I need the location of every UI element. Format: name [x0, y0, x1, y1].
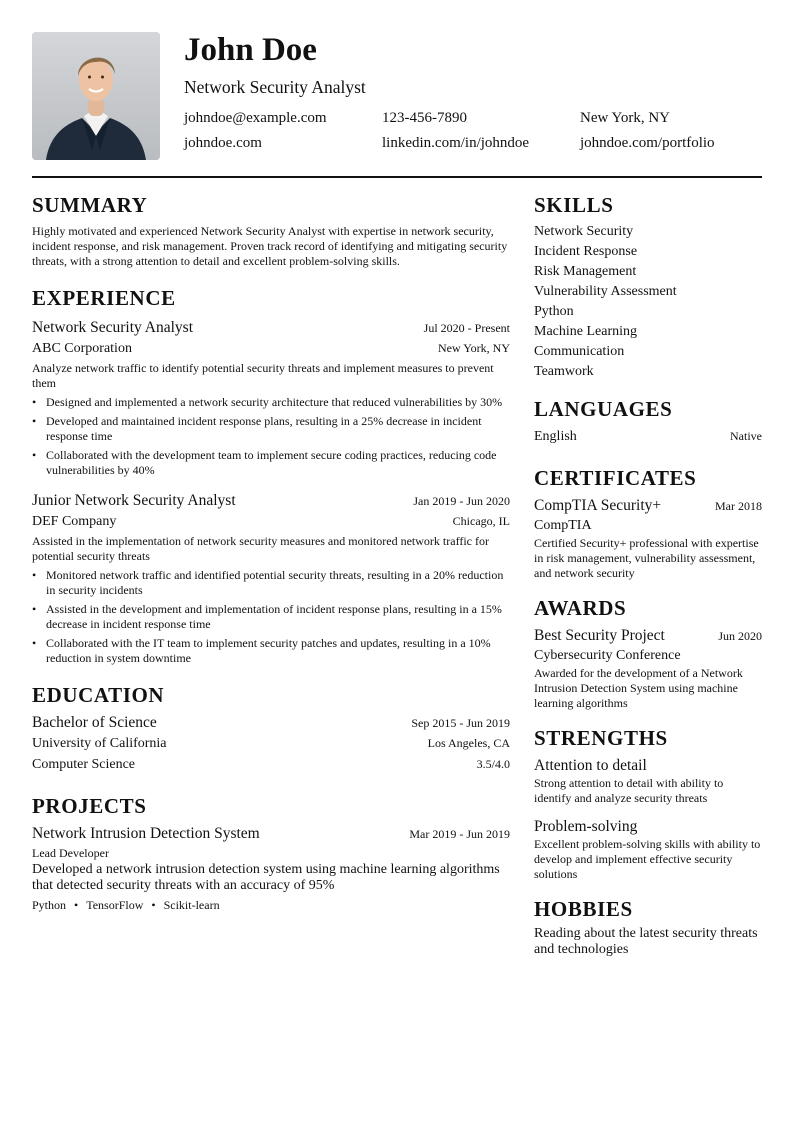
education-degree: Bachelor of Science [32, 714, 157, 731]
award-description: Awarded for the development of a Network Intrusion Detection System using machine learning algorithms [534, 666, 743, 710]
award-entry [534, 625, 762, 711]
job-bullet-text: Monitored network traffic and identified potential security threats, resulting in a 20% reduction in security incidents [46, 568, 504, 597]
skill-item: Incident Response [534, 244, 638, 259]
job-dates: Jan 2019 - Jun 2020 [413, 494, 510, 508]
certificate-entry [534, 495, 762, 581]
job-bullet [32, 414, 510, 444]
project-dates: Mar 2019 - Jun 2019 [409, 827, 510, 841]
job-location: New York, NY [437, 341, 510, 355]
contact-phone[interactable]: 123-456-7890 [382, 110, 467, 126]
award-name: Best Security Project [534, 627, 665, 644]
skill-item: Teamwork [534, 364, 594, 379]
strength-name: Problem-solving [534, 818, 638, 835]
job-bullet [32, 448, 510, 478]
language-level: Native [730, 429, 762, 443]
job-entry [32, 490, 510, 666]
summary-text: Highly motivated and experienced Network Security Analyst with expertise in network security, incident response, and risk management. Proven track record of identifying and mitigating security threats, with a strong attention to detail and excellent problem-solving skills. [32, 224, 508, 268]
job-title: Junior Network Security Analyst [32, 492, 236, 509]
job-bullet-text: Collaborated with the IT team to implement security patches and updates, resulting in a 10% reduction in system downtime [46, 636, 491, 665]
languages-heading: LANGUAGES [534, 397, 673, 421]
hobbies-heading: HOBBIES [534, 897, 633, 921]
award-date: Jun 2020 [718, 629, 762, 643]
education-location: Los Angeles, CA [427, 736, 510, 750]
candidate-title: Network Security Analyst [184, 77, 366, 97]
skill-item: Python [534, 304, 574, 319]
projects-section [32, 793, 510, 913]
bullet-icon: • [32, 568, 37, 582]
strength-description: Strong attention to detail with ability to identify and analyze security threats [534, 776, 724, 805]
strength-description: Excellent problem-solving skills with ability to develop and implement effective security solutions [534, 837, 761, 881]
job-bullets [32, 568, 510, 666]
skills-section [534, 192, 762, 382]
job-title: Network Security Analyst [32, 319, 194, 336]
skill-item: Risk Management [534, 264, 637, 279]
project-description: Developed a network intrusion detection system using machine learning algorithms that detected security threats with an accuracy of 95% [32, 862, 500, 893]
bullet-icon: • [32, 636, 37, 650]
candidate-name: John Doe [184, 32, 317, 68]
contact-location: New York, NY [580, 110, 671, 126]
header-divider [32, 176, 762, 178]
hobbies-text: Reading about the latest security threats and technologies [534, 926, 758, 957]
skill-item: Vulnerability Assessment [534, 284, 677, 299]
profile-photo [32, 32, 160, 160]
project-role: Lead Developer [32, 846, 109, 860]
job-bullet [32, 602, 510, 632]
experience-heading: EXPERIENCE [32, 286, 176, 310]
job-bullet-text: Assisted in the development and implementation of incident response plans, resulting in a 15% decrease in incident response time [46, 602, 502, 631]
award-issuer: Cybersecurity Conference [534, 648, 681, 663]
side-column [534, 192, 762, 958]
education-school: University of California [32, 736, 167, 751]
skills-list [534, 222, 762, 382]
projects-heading: PROJECTS [32, 794, 147, 818]
languages-section [534, 396, 762, 447]
job-bullet-text: Developed and maintained incident response plans, resulting in a 25% decrease in incident response time [46, 414, 482, 443]
tag-separator: • [74, 898, 79, 912]
job-bullet-text: Designed and implemented a network security architecture that reduced vulnerabilities by 30% [46, 395, 503, 409]
bullet-icon: • [32, 448, 37, 462]
job-bullets [32, 395, 510, 478]
project-tag: Python [32, 898, 67, 912]
project-tags [32, 898, 510, 913]
profile-photo-image [32, 32, 160, 160]
certificates-section [534, 465, 762, 581]
contact-portfolio[interactable]: johndoe.com/portfolio [580, 135, 715, 151]
job-location: Chicago, IL [452, 514, 510, 528]
education-dates: Sep 2015 - Jun 2019 [411, 716, 510, 730]
bullet-icon: • [32, 414, 37, 428]
project-tag: TensorFlow [86, 898, 144, 912]
job-bullet [32, 395, 510, 410]
job-summary: Assisted in the implementation of network security measures and monitored network traffic for potential security threats [32, 534, 489, 563]
contact-website[interactable]: johndoe.com [184, 135, 262, 151]
certificates-heading: CERTIFICATES [534, 466, 697, 490]
strength-name: Attention to detail [534, 757, 647, 774]
certificate-date: Mar 2018 [715, 499, 762, 513]
certificate-name: CompTIA Security+ [534, 497, 662, 514]
job-bullet [32, 636, 510, 666]
job-company: DEF Company [32, 514, 117, 529]
education-gpa: 3.5/4.0 [476, 757, 510, 771]
project-name: Network Intrusion Detection System [32, 825, 260, 842]
job-company: ABC Corporation [32, 341, 132, 356]
project-tag: Scikit-learn [163, 898, 220, 912]
strengths-heading: STRENGTHS [534, 726, 668, 750]
summary-section [32, 192, 510, 269]
language-item [534, 426, 762, 447]
language-name: English [534, 429, 577, 444]
certificate-description: Certified Security+ professional with expertise in risk management, vulnerability assessment, and network security [534, 536, 759, 580]
certificate-issuer: CompTIA [534, 518, 592, 533]
skill-item: Network Security [534, 224, 634, 239]
job-entry [32, 317, 510, 478]
job-bullet-text: Collaborated with the development team to implement secure coding practices, reducing code vulnerabilities by 40% [46, 448, 497, 477]
bullet-icon: • [32, 602, 37, 616]
education-heading: EDUCATION [32, 683, 165, 707]
project-entry [32, 823, 510, 913]
contact-linkedin[interactable]: linkedin.com/in/johndoe [382, 135, 530, 151]
summary-heading: SUMMARY [32, 193, 148, 217]
tag-separator: • [151, 898, 156, 912]
skills-heading: SKILLS [534, 193, 614, 217]
main-column [32, 192, 510, 913]
awards-section [534, 595, 762, 711]
bullet-icon: • [32, 395, 37, 409]
job-dates: Jul 2020 - Present [423, 321, 510, 335]
contact-email[interactable]: johndoe@example.com [184, 110, 327, 126]
skill-item: Machine Learning [534, 324, 638, 339]
skill-item: Communication [534, 344, 625, 359]
awards-heading: AWARDS [534, 596, 627, 620]
strengths-section [534, 725, 762, 882]
strength-entry [534, 755, 762, 806]
strength-entry [534, 816, 762, 882]
job-bullet [32, 568, 510, 598]
job-summary: Analyze network traffic to identify potential security threats and implement measures to prevent them [32, 361, 494, 390]
education-section [32, 682, 510, 775]
education-entry [32, 712, 510, 775]
hobbies-section [534, 896, 762, 958]
experience-section [32, 285, 510, 666]
education-field: Computer Science [32, 757, 136, 772]
